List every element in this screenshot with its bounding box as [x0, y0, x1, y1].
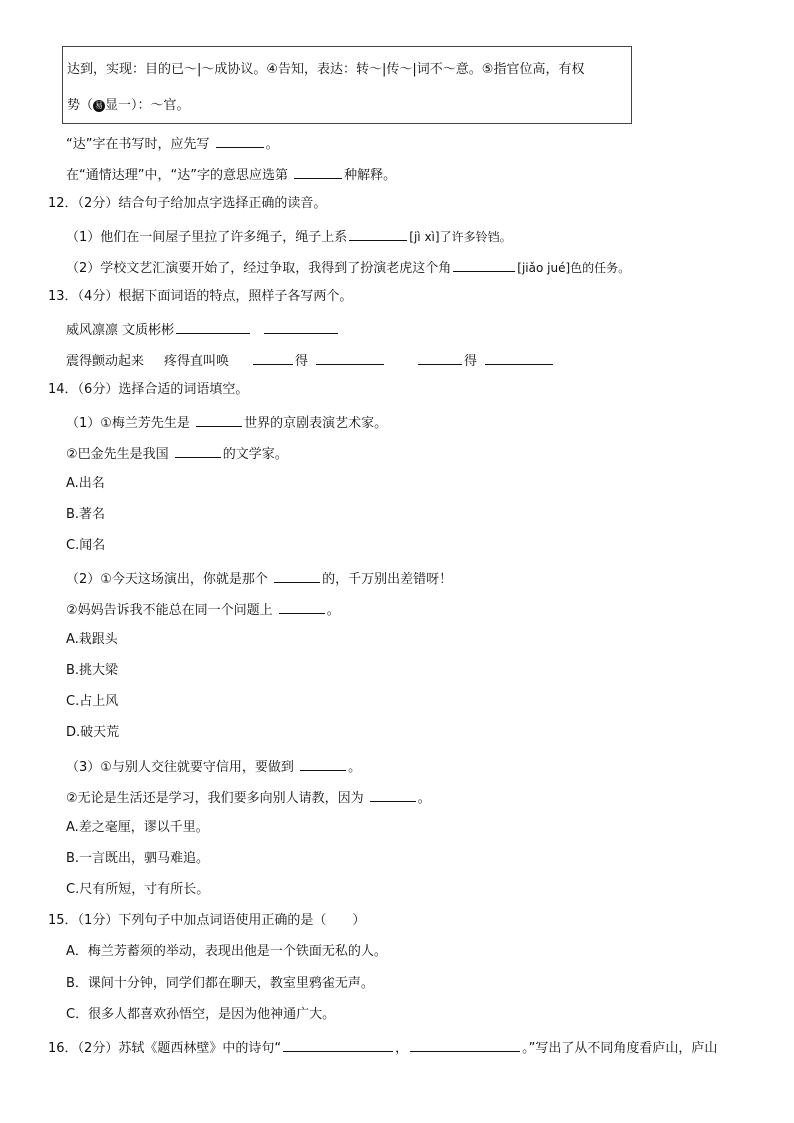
answer-blank[interactable]: [418, 350, 462, 365]
q14-3-option[interactable]: A.差之毫厘，谬以千里。: [66, 820, 209, 835]
answer-blank[interactable]: [264, 319, 338, 334]
q15-stem: 15．（1分）下列句子中加点词语使用正确的是（ ）: [48, 913, 366, 928]
definition-line-1: 达到，实现：目的已～|～成协议。④告知，表达：转～|传～|词不～意。⑤指官位高，有权: [67, 62, 585, 77]
definition-line-2-pre: 势（: [67, 98, 94, 113]
answer-blank[interactable]: [253, 350, 293, 365]
answer-blank[interactable]: [279, 599, 325, 614]
definition-line-2: [67, 94, 190, 113]
q14-1-sentence-a: （1）①梅兰芳先生是 世界的京剧表演艺术家。: [66, 412, 387, 433]
q12-stem: 12．（2分）结合句子给加点字选择正确的读音。: [48, 196, 327, 211]
answer-blank[interactable]: [196, 412, 242, 427]
answer-blank[interactable]: [274, 568, 320, 583]
q14-2-option[interactable]: A.栽跟头: [66, 632, 118, 647]
answer-blank[interactable]: [175, 443, 221, 458]
answer-blank[interactable]: [453, 257, 515, 272]
answer-blank[interactable]: [283, 1037, 393, 1052]
q14-3-option[interactable]: B.一言既出，驷马难追。: [66, 851, 210, 866]
q14-2-sentence-a: （2）①今天这场演出，你就是那个 的，千万别出差错呀！: [66, 568, 452, 589]
q15-option[interactable]: B．课间十分钟，同学们都在聊天，教室里鸦雀无声。: [66, 976, 374, 991]
q12-sentence-1: （1）他们在一间屋子里拉了许多绳子，绳子上系 [jì xì]了许多铃铛。: [66, 226, 512, 247]
q14-2-option[interactable]: B.挑大梁: [66, 663, 119, 678]
answer-blank[interactable]: [410, 1037, 520, 1052]
q14-1-option[interactable]: C.闻名: [66, 538, 106, 553]
q14-1-option[interactable]: B.著名: [66, 507, 106, 522]
q14-stem: 14．（6分）选择合适的词语填空。: [48, 382, 249, 397]
answer-blank[interactable]: [316, 350, 384, 365]
q14-3-sentence-a: （3）①与别人交往就要守信用，要做到 。: [66, 756, 361, 777]
circled-number-icon: 易: [95, 101, 104, 110]
q14-1-sentence-b: ②巴金先生是我国 的文学家。: [66, 443, 288, 464]
q13-stem: 13．（4分）根据下面词语的特点，照样子各写两个。: [48, 289, 353, 304]
q15-option[interactable]: A．梅兰芳蓄须的举动，表现出他是一个铁面无私的人。: [66, 944, 387, 959]
answer-blank[interactable]: [485, 350, 553, 365]
q14-1-option[interactable]: A.出名: [66, 476, 105, 491]
q14-3-option[interactable]: C.尺有所短，寸有所长。: [66, 882, 210, 897]
q11-meaning-line: 在“通情达理”中，“达”字的意思应选第 种解释。: [66, 164, 396, 185]
q13-row-1: 威风凛凛 文质彬彬: [66, 319, 340, 340]
answer-blank[interactable]: [176, 319, 250, 334]
q15-option[interactable]: C．很多人都喜欢孙悟空，是因为他神通广大。: [66, 1007, 336, 1022]
definition-box: [62, 46, 632, 124]
answer-blank[interactable]: [294, 164, 342, 179]
q11-writing-line: “达”字在书写时，应先写 。: [66, 133, 279, 154]
definition-line-2-post: 显一）：～官。: [105, 98, 190, 113]
q14-2-option[interactable]: D.破天荒: [66, 725, 120, 740]
q13-row-2: 震得颤动起来 疼得直叫唤 得 得: [66, 350, 555, 371]
q14-2-sentence-b: ②妈妈告诉我不能总在同一个问题上 。: [66, 599, 340, 620]
answer-blank[interactable]: [300, 756, 346, 771]
answer-blank[interactable]: [349, 226, 407, 241]
q14-3-sentence-b: ②无论是生活还是学习，我们要多向别人请教，因为 。: [66, 787, 431, 808]
q14-2-option[interactable]: C.占上风: [66, 694, 119, 709]
answer-blank[interactable]: [370, 787, 416, 802]
q12-sentence-2: （2）学校文艺汇演要开始了，经过争取，我得到了扮演老虎这个角 [jiǎo jué]色的任务。: [66, 257, 630, 278]
q16-stem: 16．（2分）苏轼《题西林壁》中的诗句“ ， 。”写出了从不同角度看庐山，庐山: [48, 1037, 717, 1058]
answer-blank[interactable]: [216, 133, 264, 148]
